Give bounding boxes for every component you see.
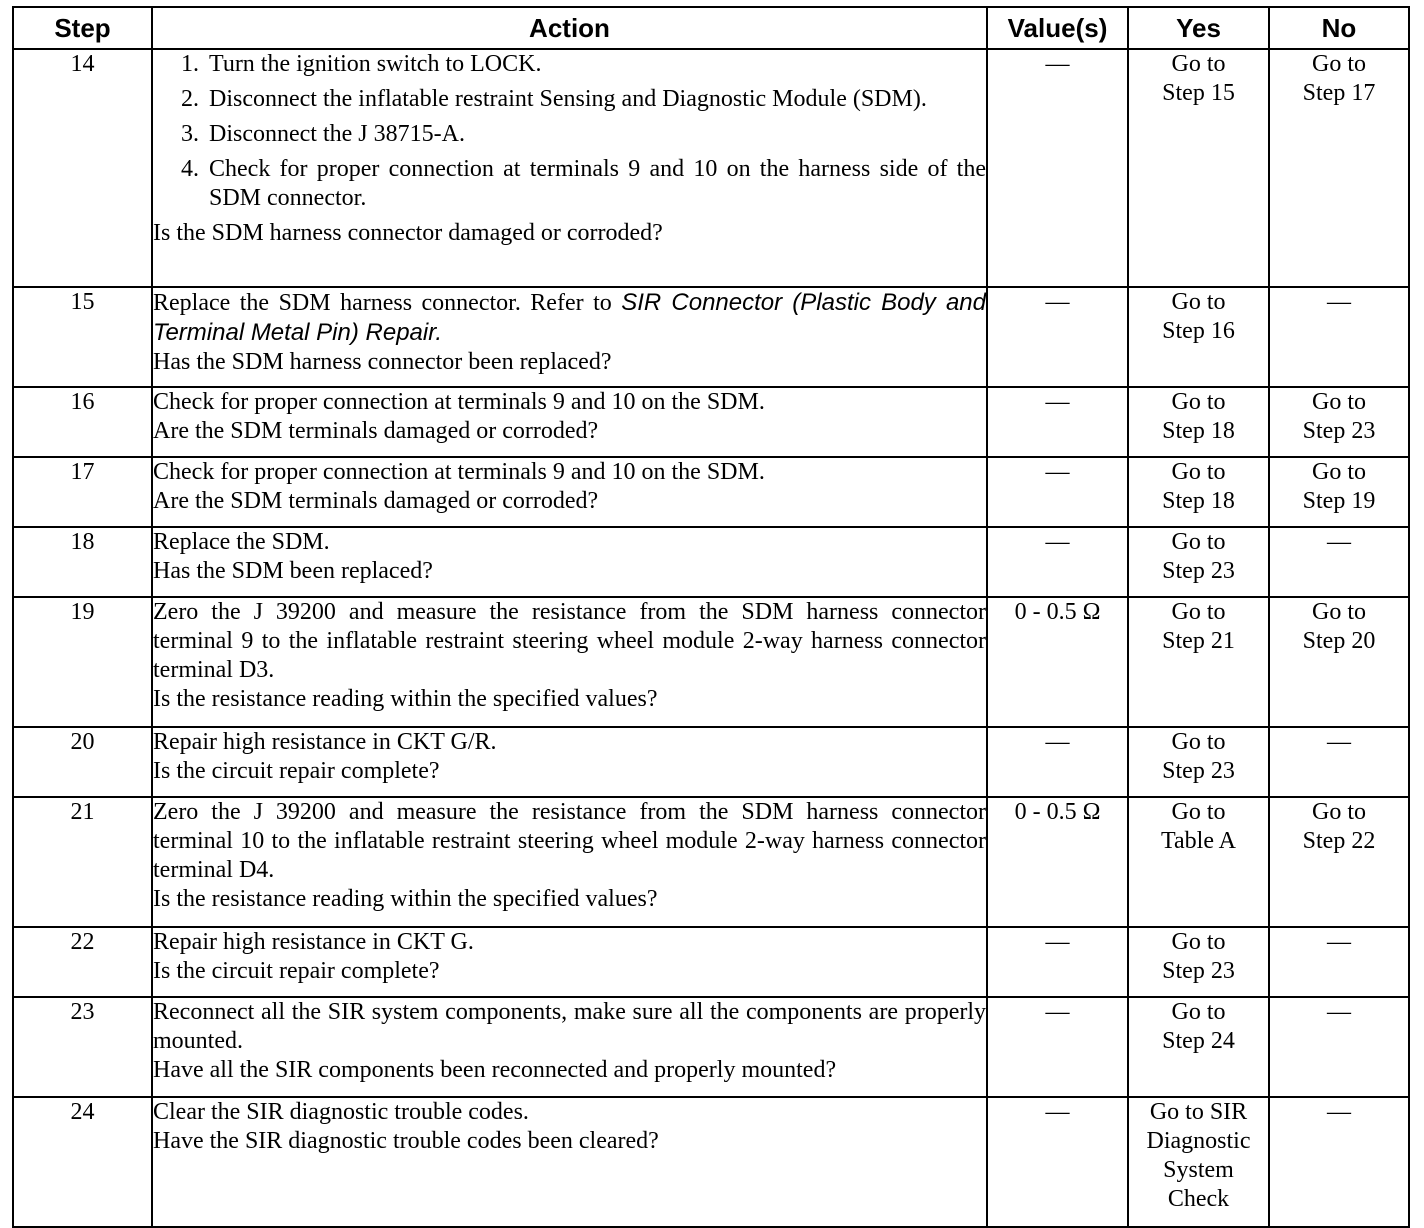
header-no: No bbox=[1269, 7, 1409, 49]
action-instruction: Check for proper connection at terminals 9 and 10 on the SDM. bbox=[153, 459, 765, 485]
no-outcome-cell bbox=[1269, 597, 1409, 727]
yes-outcome-cell bbox=[1128, 797, 1269, 927]
step-number: 23 bbox=[13, 997, 152, 1097]
step-number: 18 bbox=[13, 527, 152, 597]
action-cell bbox=[152, 527, 987, 597]
action-question: Has the SDM harness connector been replaced? bbox=[153, 349, 612, 375]
no-outcome-cell bbox=[1269, 727, 1409, 797]
no-outcome-line: — bbox=[1327, 289, 1351, 315]
table-row bbox=[13, 997, 1409, 1097]
action-cell bbox=[152, 797, 987, 927]
value-cell: 0 - 0.5 Ω bbox=[987, 597, 1128, 727]
no-outcome-line: — bbox=[1327, 929, 1351, 955]
yes-outcome-line: Step 15 bbox=[1162, 80, 1235, 106]
action-instruction: Check for proper connection at terminals 9 and 10 on the SDM. bbox=[153, 389, 765, 415]
step-number: 16 bbox=[13, 387, 152, 457]
action-question: Is the SDM harness connector damaged or corroded? bbox=[153, 220, 663, 246]
action-question: Have the SIR diagnostic trouble codes been cleared? bbox=[153, 1128, 659, 1154]
no-outcome-line: Step 20 bbox=[1302, 628, 1376, 654]
action-question: Is the circuit repair complete? bbox=[153, 758, 440, 784]
action-instruction-text: Replace the SDM harness connector. Refer to bbox=[153, 290, 622, 316]
no-outcome-cell bbox=[1269, 457, 1409, 527]
action-step-number: 3. bbox=[181, 121, 199, 147]
action-cell bbox=[152, 927, 987, 997]
value-cell: — bbox=[987, 457, 1128, 527]
no-outcome-cell bbox=[1269, 1097, 1409, 1227]
table-body bbox=[13, 49, 1409, 1227]
yes-outcome-line: Step 23 bbox=[1162, 758, 1235, 784]
action-cell bbox=[152, 49, 987, 287]
value-cell: 0 - 0.5 Ω bbox=[987, 797, 1128, 927]
table-row bbox=[13, 387, 1409, 457]
action-step-text: Disconnect the J 38715-A. bbox=[209, 121, 465, 147]
yes-outcome-cell bbox=[1128, 49, 1269, 287]
action-question: Is the resistance reading within the specified values? bbox=[153, 886, 658, 912]
no-outcome-line: Step 19 bbox=[1302, 488, 1376, 514]
yes-outcome-line: Go to bbox=[1171, 459, 1226, 485]
value-cell: — bbox=[987, 927, 1128, 997]
no-outcome-line: Go to bbox=[1312, 459, 1366, 485]
yes-outcome-line: Diagnostic bbox=[1146, 1128, 1251, 1154]
yes-outcome-cell bbox=[1128, 287, 1269, 387]
action-step-text: Disconnect the inflatable restraint Sensing and Diagnostic Module (SDM). bbox=[209, 86, 927, 112]
yes-outcome-line: Check bbox=[1167, 1186, 1230, 1212]
table-row bbox=[13, 457, 1409, 527]
action-step-item bbox=[181, 50, 986, 79]
value-cell: — bbox=[987, 997, 1128, 1097]
yes-outcome-line: Go to SIR bbox=[1149, 1099, 1248, 1125]
yes-outcome-line: Go to bbox=[1171, 529, 1226, 555]
no-outcome-line: Go to bbox=[1312, 599, 1366, 625]
header-row bbox=[13, 7, 1409, 49]
no-outcome-line: — bbox=[1327, 529, 1351, 555]
yes-outcome-line: Go to bbox=[1171, 729, 1226, 755]
table-row bbox=[13, 727, 1409, 797]
step-number: 14 bbox=[13, 49, 152, 287]
action-instruction: Repair high resistance in CKT G. bbox=[153, 929, 474, 955]
no-outcome-line: Step 23 bbox=[1302, 418, 1376, 444]
yes-outcome-line: Go to bbox=[1171, 599, 1226, 625]
no-outcome-line: — bbox=[1327, 729, 1351, 755]
table-row bbox=[13, 797, 1409, 927]
table-row bbox=[13, 1097, 1409, 1227]
table-row bbox=[13, 527, 1409, 597]
action-instruction: Repair high resistance in CKT G/R. bbox=[153, 729, 497, 755]
no-outcome-cell bbox=[1269, 797, 1409, 927]
action-instruction: Zero the J 39200 and measure the resistance from the SDM harness connector terminal 9 to the inflatable restraint steering wheel module 2-way harness connector terminal D3. bbox=[153, 599, 986, 683]
yes-outcome-cell bbox=[1128, 1097, 1269, 1227]
action-cell bbox=[152, 287, 987, 387]
no-outcome-cell bbox=[1269, 49, 1409, 287]
procedure-reference: SIR Connector (Plastic Body and Terminal Metal Pin) Repair. bbox=[153, 289, 986, 346]
no-outcome-line: — bbox=[1327, 1099, 1351, 1125]
step-number: 21 bbox=[13, 797, 152, 927]
yes-outcome-line: Go to bbox=[1171, 289, 1226, 315]
no-outcome-line: Go to bbox=[1312, 51, 1366, 77]
action-step-text: Check for proper connection at terminals 9 and 10 on the harness side of the SDM connector. bbox=[209, 156, 986, 211]
action-cell bbox=[152, 457, 987, 527]
yes-outcome-cell bbox=[1128, 597, 1269, 727]
yes-outcome-line: Step 18 bbox=[1162, 418, 1235, 444]
yes-outcome-cell bbox=[1128, 727, 1269, 797]
yes-outcome-line: Go to bbox=[1171, 929, 1226, 955]
no-outcome-cell bbox=[1269, 287, 1409, 387]
step-number: 15 bbox=[13, 287, 152, 387]
yes-outcome-line: Step 23 bbox=[1162, 958, 1235, 984]
value-cell: — bbox=[987, 527, 1128, 597]
action-cell bbox=[152, 997, 987, 1097]
action-step-number: 2. bbox=[181, 86, 199, 112]
action-question: Are the SDM terminals damaged or corroded? bbox=[153, 488, 599, 514]
header-step: Step bbox=[13, 7, 152, 49]
yes-outcome-cell bbox=[1128, 387, 1269, 457]
header-values: Value(s) bbox=[987, 7, 1128, 49]
action-question: Have all the SIR components been reconnected and properly mounted? bbox=[153, 1057, 837, 1083]
header-yes: Yes bbox=[1128, 7, 1269, 49]
action-instruction bbox=[153, 288, 986, 348]
table-row bbox=[13, 927, 1409, 997]
action-step-number: 4. bbox=[181, 156, 199, 182]
yes-outcome-line: Go to bbox=[1171, 799, 1226, 825]
table-row bbox=[13, 287, 1409, 387]
action-step-item bbox=[181, 155, 986, 213]
no-outcome-cell bbox=[1269, 997, 1409, 1097]
table-row bbox=[13, 49, 1409, 287]
yes-outcome-line: Go to bbox=[1171, 51, 1226, 77]
action-instruction: Clear the SIR diagnostic trouble codes. bbox=[153, 1099, 529, 1125]
action-instruction: Replace the SDM. bbox=[153, 529, 330, 555]
action-step-text: Turn the ignition switch to LOCK. bbox=[209, 51, 542, 77]
action-cell bbox=[152, 727, 987, 797]
no-outcome-cell bbox=[1269, 527, 1409, 597]
value-cell: — bbox=[987, 387, 1128, 457]
step-number: 17 bbox=[13, 457, 152, 527]
action-instruction: Zero the J 39200 and measure the resistance from the SDM harness connector terminal 10 to the inflatable restraint steering wheel module 2-way harness connector terminal D4. bbox=[153, 799, 986, 883]
action-step-number: 1. bbox=[181, 51, 199, 77]
action-question: Are the SDM terminals damaged or corroded? bbox=[153, 418, 599, 444]
value-cell: — bbox=[987, 287, 1128, 387]
yes-outcome-cell bbox=[1128, 997, 1269, 1097]
action-instruction: Reconnect all the SIR system components, make sure all the components are properly mounted. bbox=[153, 999, 986, 1054]
action-cell bbox=[152, 1097, 987, 1227]
yes-outcome-line: System bbox=[1163, 1157, 1234, 1183]
value-cell: — bbox=[987, 727, 1128, 797]
action-cell bbox=[152, 387, 987, 457]
no-outcome-cell bbox=[1269, 927, 1409, 997]
step-number: 24 bbox=[13, 1097, 152, 1227]
yes-outcome-line: Go to bbox=[1171, 999, 1226, 1025]
no-outcome-line: Step 22 bbox=[1302, 828, 1376, 854]
yes-outcome-line: Table A bbox=[1161, 828, 1236, 854]
value-cell: — bbox=[987, 1097, 1128, 1227]
yes-outcome-line: Step 18 bbox=[1162, 488, 1235, 514]
action-question: Is the resistance reading within the specified values? bbox=[153, 686, 658, 712]
yes-outcome-line: Step 16 bbox=[1162, 318, 1235, 344]
yes-outcome-cell bbox=[1128, 457, 1269, 527]
yes-outcome-cell bbox=[1128, 527, 1269, 597]
action-question: Has the SDM been replaced? bbox=[153, 558, 433, 584]
no-outcome-line: Go to bbox=[1312, 389, 1366, 415]
step-number: 22 bbox=[13, 927, 152, 997]
no-outcome-cell bbox=[1269, 387, 1409, 457]
no-outcome-line: Step 17 bbox=[1302, 80, 1376, 106]
action-steps-list bbox=[153, 50, 986, 213]
action-step-item bbox=[181, 85, 986, 114]
action-question: Is the circuit repair complete? bbox=[153, 958, 440, 984]
header-action: Action bbox=[152, 7, 987, 49]
yes-outcome-line: Step 23 bbox=[1162, 558, 1235, 584]
yes-outcome-line: Step 24 bbox=[1162, 1028, 1235, 1054]
yes-outcome-cell bbox=[1128, 927, 1269, 997]
step-number: 20 bbox=[13, 727, 152, 797]
no-outcome-line: Go to bbox=[1312, 799, 1366, 825]
step-number: 19 bbox=[13, 597, 152, 727]
table-row bbox=[13, 597, 1409, 727]
action-step-item bbox=[181, 120, 986, 149]
diagnostic-table bbox=[12, 6, 1410, 1228]
action-cell bbox=[152, 597, 987, 727]
yes-outcome-line: Go to bbox=[1171, 389, 1226, 415]
yes-outcome-line: Step 21 bbox=[1162, 628, 1235, 654]
value-cell: — bbox=[987, 49, 1128, 287]
no-outcome-line: — bbox=[1327, 999, 1351, 1025]
